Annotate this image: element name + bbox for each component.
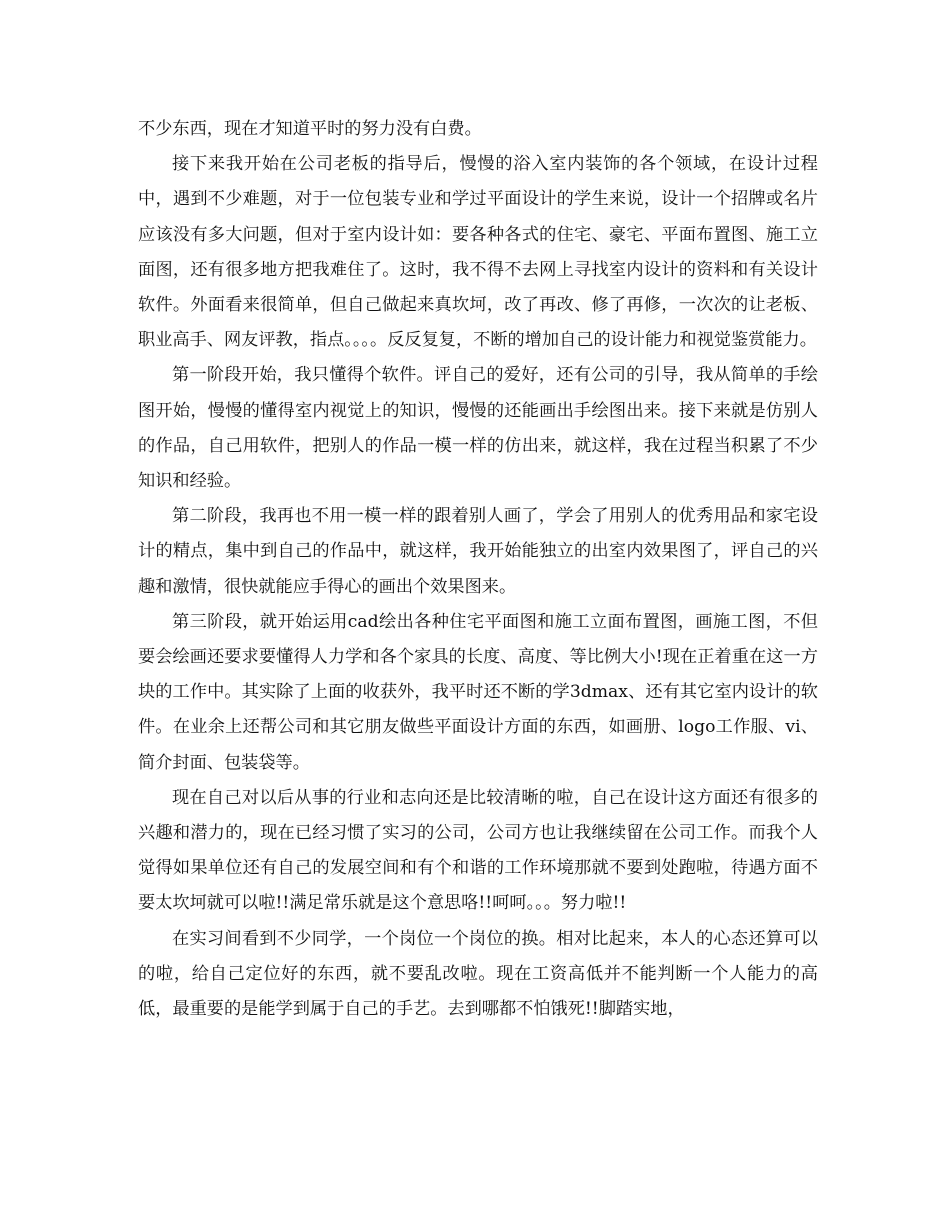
paragraph-stage-two: 第二阶段，我再也不用一模一样的跟着别人画了，学会了用别人的优秀用品和家宅设计的精点，集中到自己的作品中，就这样，我开始能独立的出室内效果图了，评自己的兴趣和激情，很快就能应手得心的画出个效果图来。 <box>138 506 818 597</box>
paragraph-internship-reflection: 在实习间看到不少同学，一个岗位一个岗位的换。相对比起来，本人的心态还算可以的啦，给自己定位好的东西，就不要乱改啦。现在工资高低并不能判断一个人能力的高低，最重要的是能学到属于自己的手艺。去到哪都不怕饿死!!脚踏实地， <box>138 928 818 1020</box>
paragraph-career-direction: 现在自己对以后从事的行业和志向还是比较清晰的啦，自己在设计这方面还有很多的兴趣和潜力的，现在已经习惯了实习的公司，公司方也让我继续留在公司工作。而我个人觉得如果单位还有自己的发展空间和有个和谐的工作环境那就不要到处跑啦，待遇方面不要太坎坷就可以啦!!满足常乐就是这个意思咯!!呵呵。。。努力啦!! <box>138 787 818 914</box>
document-body <box>138 112 818 1027</box>
paragraph-continuation: 不少东西，现在才知道平时的努力没有白费。 <box>138 119 482 139</box>
paragraph-stage-three: 第三阶段，就开始运用cad绘出各种住宅平面图和施工立面布置图，画施工图，不但要会绘画还要求要懂得人力学和各个家具的长度、高度、等比例大小!现在正着重在这一方块的工作中。其实除了上面的收获外，我平时还不断的学3dmax、还有其它室内设计的软件。在业余上还帮公司和其它朋友做些平面设计方面的东西，如画册、logo工作服、vi、简介封面、包装袋等。 <box>138 611 818 773</box>
paragraph-stage-one: 第一阶段开始，我只懂得个软件。评自己的爱好，还有公司的引导，我从简单的手绘图开始，慢慢的懂得室内视觉上的知识，慢慢的还能画出手绘图出来。接下来就是仿别人的作品，自己用软件，把别人的作品一模一样的仿出来，就这样，我在过程当积累了不少知识和经验。 <box>138 365 818 492</box>
paragraph-design-learning: 接下来我开始在公司老板的指导后，慢慢的浴入室内装饰的各个领域，在设计过程中，遇到不少难题，对于一位包装专业和学过平面设计的学生来说，设计一个招牌或名片应该没有多大问题，但对于室内设计如：要各种各式的住宅、豪宅、平面布置图、施工立面图，还有很多地方把我难住了。这时，我不得不去网上寻找室内设计的资料和有关设计软件。外面看来很简单，但自己做起来真坎坷，改了再改、修了再修，一次次的让老板、职业高手、网友评教，指点。。。。反反复复，不断的增加自己的设计能力和视觉鉴赏能力。 <box>138 154 818 351</box>
